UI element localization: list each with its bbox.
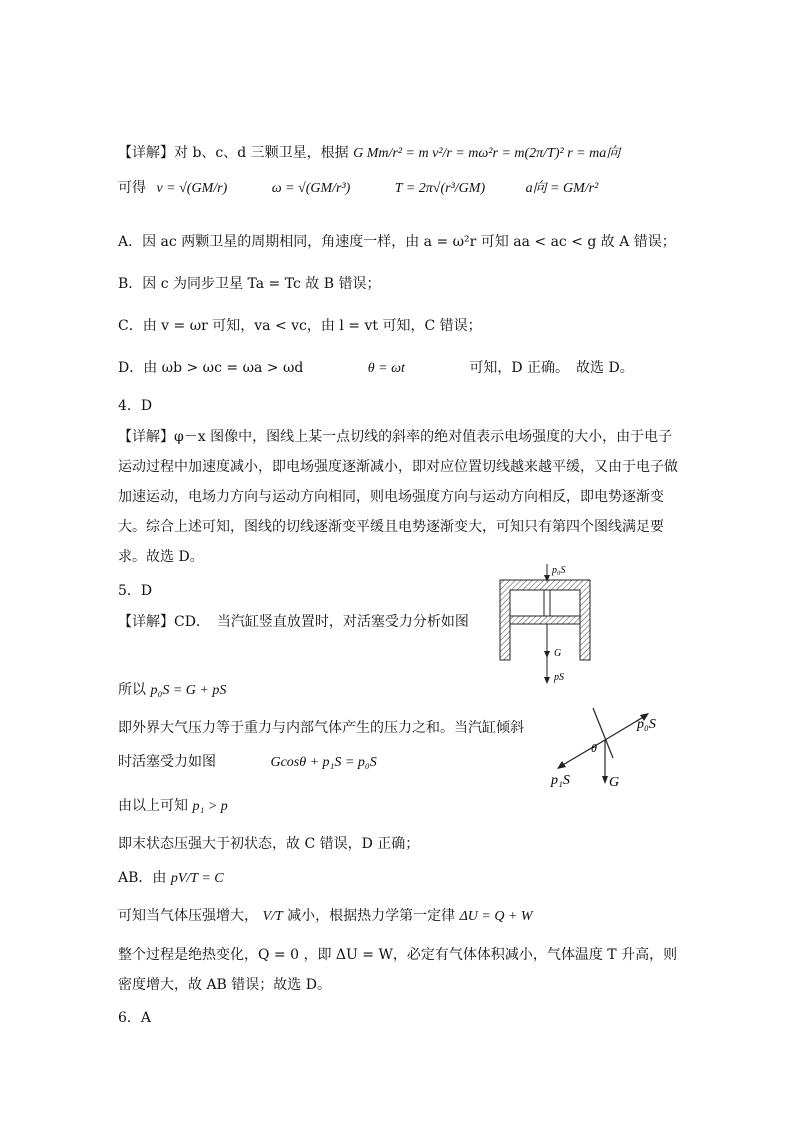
tilted-force-figure <box>545 700 675 790</box>
line-derived-formulas: 可得 v = √(GM/r) ω = √(GM/r³) T = 2π√(r³/GM) a向 = GM/r² <box>118 180 599 196</box>
g-label: G <box>554 648 562 659</box>
line-c-wrong-d-right: 即末状态压强大于初状态，故 C 错误，D 正确； <box>118 836 420 852</box>
question-4-detail: 【详解】φ－x 图像中，图线上某一点切线的斜率的绝对值表示电场强度的大小，由于电子运动过程中加速度减小，即电场强度逐渐减小，即对应位置切线越来越平缓，又由于电子做加速运动，电场力方向与运动方向相同，则电场强度方向与运动方向相反，即电势逐渐变大。综合上述可知，图线的切线逐渐变平缓且电势逐渐变大，可知只有第四个图线满足要求。故选 D。 <box>118 429 678 565</box>
line-pressure-explain: 即外界大气压力等于重力与内部气体产生的压力之和。当汽缸倾斜 <box>118 720 524 736</box>
ps-bottom-label: pS <box>554 672 564 683</box>
line-tilted-force: 时活塞受力如图 Gcosθ + p₁S = p₀S <box>118 754 377 770</box>
option-c: C．由 v = ωr 可知，va < vc，由 l = vt 可知，C 错误； <box>118 318 482 334</box>
line-adiabatic: 整个过程是绝热变化，Q = 0 ，即 ΔU = W，必定有气体体积减小，气体温度 T 升高，则密度增大，故 AB 错误；故选 D。 <box>118 947 678 993</box>
period-formula: T = 2π√(r³/GM) <box>394 181 486 196</box>
p1s-label: p₁S <box>551 773 570 788</box>
line-first-law: 可知当气体压强增大， V/T 减小，根据热力学第一定律 ΔU = Q + W <box>118 908 533 924</box>
line-ideal-gas: AB．由 pV/T = C <box>118 870 224 886</box>
question-5-answer: 5．D <box>118 583 153 599</box>
p0s-top-label: p₀S <box>552 565 566 576</box>
theta-label: θ <box>591 741 597 755</box>
line-p1-gt-p: 由以上可知 p₁ > p <box>118 798 228 814</box>
question-6-answer: 6．A <box>118 1010 152 1026</box>
g-force-label: G <box>609 775 620 790</box>
question-5-detail-cd: 【详解】CD． 当汽缸竖直放置时，对活塞受力分析如图 <box>118 614 469 630</box>
option-b: B．因 c 为同步卫星 Ta = Tc 故 B 错误； <box>118 276 381 292</box>
question-4-answer: 4．D <box>118 398 153 414</box>
omega-formula: ω = √(GM/r³) <box>271 181 351 196</box>
vertical-cylinder-figure <box>490 560 600 690</box>
option-a: A．因 ac 两颗卫星的周期相同，角速度一样，由 a = ω²r 可知 aa < ac < g 故 A 错误； <box>118 234 676 250</box>
acceleration-formula: a向 = GM/r² <box>525 181 599 196</box>
gravity-equation: G Mm/r² = m v²/r = mω²r = m(2π/T)² r = ma向 <box>353 146 621 161</box>
p0s-label: p₀S <box>637 717 656 732</box>
option-d: D．由 ωb > ωc = ωa > ωd θ = ωt 可知，D 正确。 故选 D。 <box>118 360 634 376</box>
line-detail-intro: 【详解】对 b、c、d 三颗卫星，根据 G Mm/r² = m v²/r = mω²r = m(2π/T)² r = ma向 <box>118 145 621 161</box>
velocity-formula: v = √(GM/r) <box>156 181 228 196</box>
line-p0s-equation: 所以 p₀S = G + pS <box>118 682 227 698</box>
